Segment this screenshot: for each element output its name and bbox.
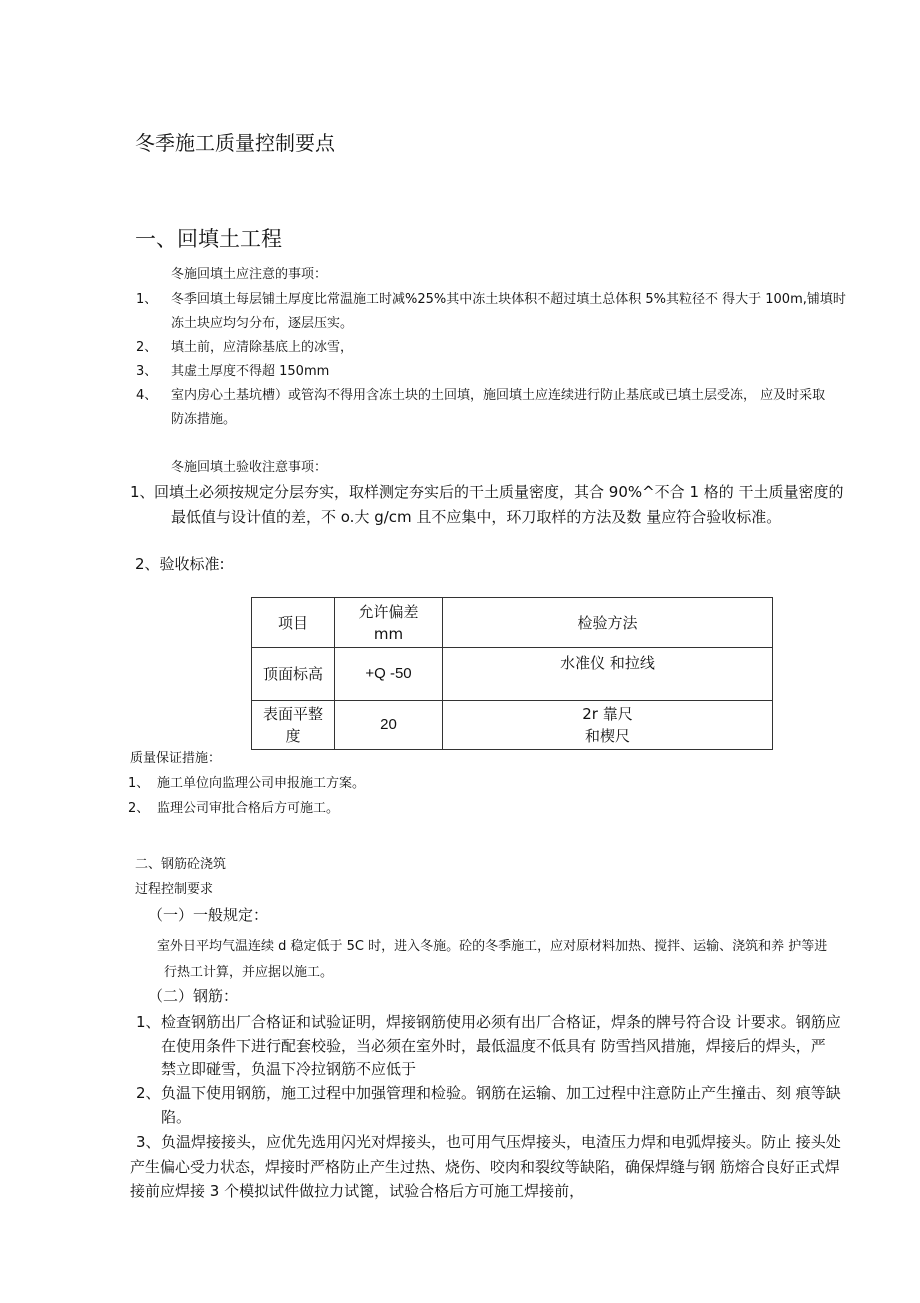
rebar-line: 产生偏心受力状态，焊接时严格防止产生过热、烧伤、咬肉和裂纹等缺陷，确保焊缝与钢 筋熔合良好正式焊 [130, 1158, 840, 1176]
note-number: 3、 [136, 364, 158, 379]
cell-method-line: 和楔尺 [584, 727, 630, 745]
rebar-line: 禁立即碰雪，负温下冷拉钢筋不应低于 [161, 1060, 417, 1078]
acceptance-standard-table [251, 597, 773, 750]
section-2-subheading: 过程控制要求 [135, 882, 214, 897]
acceptance-line: 最低值与设计值的差，不 o.大 g/cm 且不应集中，环刀取样的方法及数 量应符合验收标准。 [171, 508, 782, 526]
qa-heading: 质量保证措施： [130, 751, 222, 766]
acceptance-number: 1、 [130, 483, 155, 501]
cell-item [252, 701, 335, 750]
note-number: 1、 [136, 292, 158, 307]
note-line: 冻土块应均匀分布，逐层压实。 [171, 316, 354, 331]
cell-method [443, 701, 773, 750]
cell-method-line: 2r 靠尺 [582, 705, 633, 723]
header-method: 检验方法 [443, 598, 773, 648]
header-item: 项目 [252, 598, 335, 648]
general-heading: （一）一般规定： [148, 906, 269, 924]
general-line: 室外日平均气温连续 d 稳定低于 5C 时，进入冬施。砼的冬季施工，应对原材料加热、搅拌、运输、浇筑和养 护等进 [157, 939, 828, 954]
rebar-number: 3、 [136, 1133, 161, 1151]
qa-number: 2、 [128, 801, 150, 816]
cell-tolerance: +Q -50 [335, 648, 443, 701]
header-tolerance-unit: mm [373, 624, 404, 643]
general-line: 行热工计算，并应据以施工。 [164, 965, 334, 980]
cell-item-line: 表面平整 [262, 705, 323, 723]
rebar-line: 检查钢筋出厂合格证和试验证明，焊接钢筋使用必须有出厂合格证，焊条的牌号符合设 计要求。钢筋应 [161, 1013, 841, 1031]
header-tolerance [335, 598, 443, 648]
table-row [252, 701, 773, 750]
table-row [252, 648, 773, 701]
note-line: 填土前，应清除基底上的冰雪， [171, 340, 354, 355]
cell-item: 顶面标高 [252, 648, 335, 701]
cell-method: 水准仪 和拉线 [443, 648, 773, 701]
table-header-row [252, 598, 773, 648]
note-number: 4、 [136, 388, 158, 403]
rebar-line: 接前应焊接 3 个模拟试件做拉力试篦，试验合格后方可施工焊接前， [130, 1182, 585, 1200]
qa-number: 1、 [128, 776, 150, 791]
note-line: 冬季回填土每层铺土厚度比常温施工时减%25%其中冻土块体积不超过填土总体积 5%其粒径不 得大于 100m,铺填时 [171, 292, 846, 307]
acceptance-line: 回填土必须按规定分层夯实，取样测定夯实后的干土质量密度，其合 90%^不合 1 格的 干土质量密度的 [154, 483, 844, 501]
note-line: 防冻措施。 [171, 412, 237, 427]
cell-item-line: 度 [285, 727, 301, 745]
qa-item: 施工单位向监理公司申报施工方案。 [157, 776, 366, 791]
acceptance-standard-label: 2、验收标准: [135, 555, 225, 573]
rebar-line: 负温焊接接头，应优先选用闪光对焊接头，也可用气压焊接头，电渣压力焊和电弧焊接头。防止 接头处 [161, 1133, 841, 1151]
cell-tolerance: 20 [335, 701, 443, 750]
qa-item: 监理公司审批合格后方可施工。 [157, 801, 340, 816]
section-1-heading: 一、回填土工程 [135, 227, 282, 251]
note-number: 2、 [136, 340, 158, 355]
header-tolerance-label: 允许偏差 [358, 602, 419, 621]
rebar-line: 负温下使用钢筋，施工过程中加强管理和检验。钢筋在运输、加工过程中注意防止产生撞击、刻 痕等缺 [161, 1084, 841, 1102]
rebar-heading: （二）钢筋： [148, 987, 239, 1005]
note-line: 其虚土厚度不得超 150mm [171, 364, 330, 379]
rebar-line: 在使用条件下进行配套校验，当必须在室外时，最低温度不低具有 防雪挡风措施，焊接后的焊头，严 [161, 1037, 826, 1055]
rebar-number: 1、 [136, 1013, 161, 1031]
notes-intro: 冬施回填土应注意的事项： [171, 267, 328, 282]
rebar-line: 陷。 [161, 1108, 192, 1126]
rebar-number: 2、 [136, 1084, 161, 1102]
section-2-heading: 二、钢筋砼浇筑 [135, 857, 227, 872]
note-line: 室内房心土基坑槽）或管沟不得用含冻土块的土回填，施回填土应连续进行防止基底或已填土层受冻， 应及时采取 [171, 388, 826, 403]
document-title: 冬季施工质量控制要点 [135, 131, 335, 155]
acceptance-intro: 冬施回填土验收注意事项： [171, 460, 328, 475]
